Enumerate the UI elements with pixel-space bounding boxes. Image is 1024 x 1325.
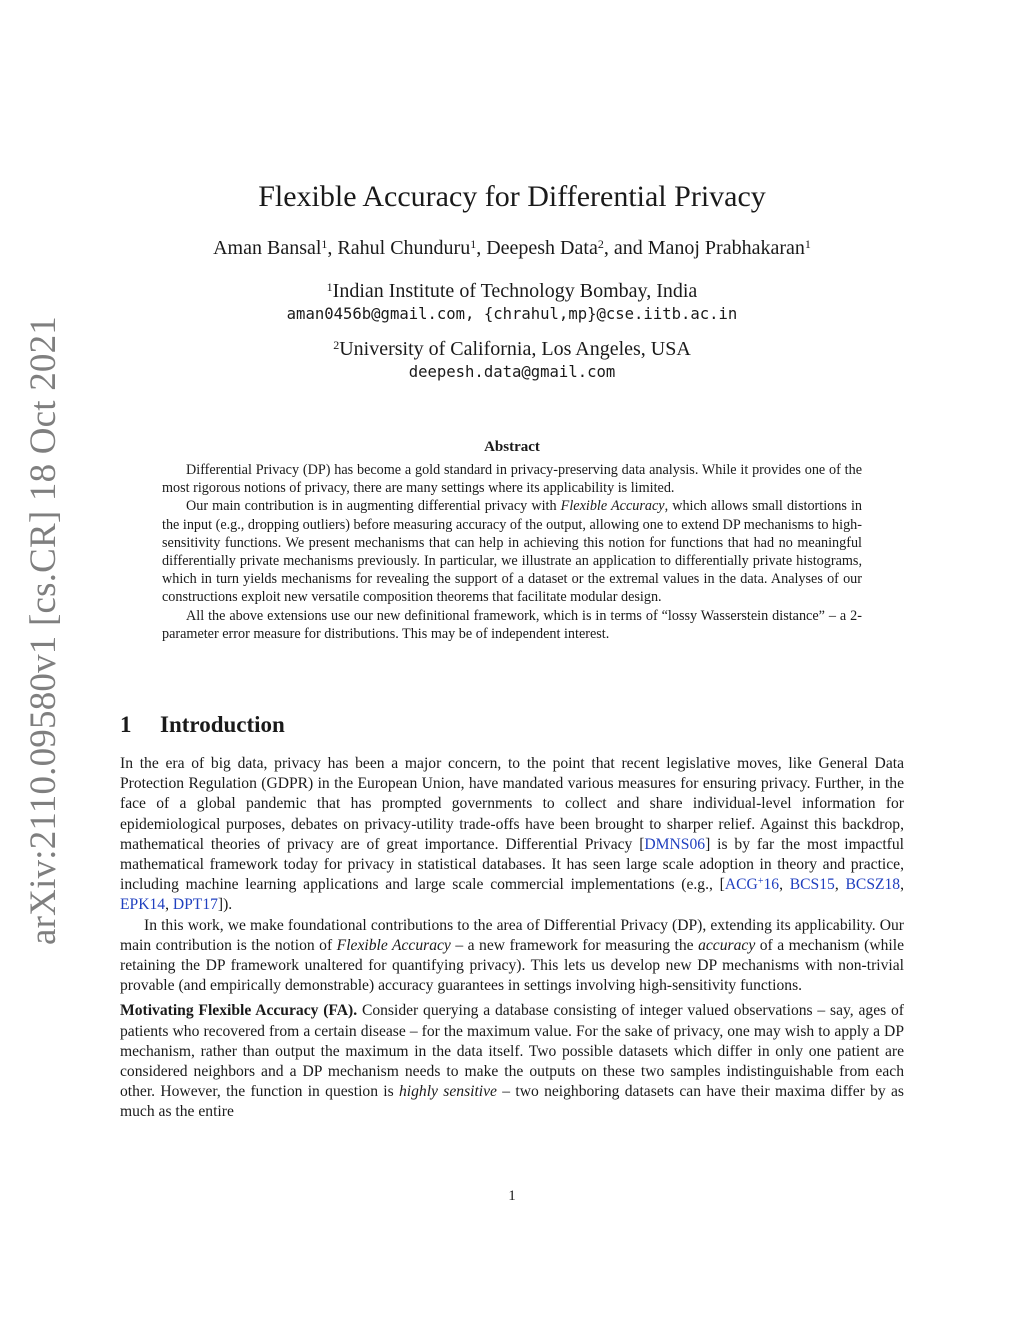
abstract-paragraph (162, 497, 862, 606)
intro-text: of a mechanism (while retaining the DP framework unaltered for quantifying privacy). This lets us develop new DP mechanisms with non-trivial provable (and empirically demonstrable) accuracy guarantees in settings involving high-sensitivity functions. (120, 936, 904, 995)
intro-paragraph (120, 754, 904, 916)
citation-link[interactable]: BCSZ18 (845, 876, 901, 894)
arxiv-stamp: arXiv:2110.09580v1 [cs.CR] 18 Oct 2021 (23, 316, 64, 945)
author-affiliation-mark: 2 (597, 237, 604, 251)
citation-text: 16 (763, 876, 780, 894)
citation-separator: , (900, 876, 905, 894)
affiliation-name: Indian Institute of Technology Bombay, India (332, 280, 698, 302)
affiliation-mark: 2 (333, 338, 340, 352)
author-list (0, 234, 1024, 262)
intro-paragraph (120, 916, 904, 997)
abstract-body (162, 461, 862, 643)
intro-body (120, 754, 904, 1123)
intro-text: – a new framework for measuring the (450, 936, 699, 954)
paper-title: Flexible Accuracy for Differential Privacy (258, 180, 766, 213)
abstract-heading: Abstract (484, 439, 540, 455)
abstract-emphasis: Flexible Accuracy (560, 498, 665, 515)
author-name: Rahul Chunduru (337, 237, 471, 259)
author-separator: , and (603, 237, 648, 259)
page-number: 1 (508, 1188, 516, 1204)
abstract-text: Our main contribution is in augmenting differential privacy with (186, 498, 561, 515)
intro-text: ] is by far the most impactful mathematical framework today for privacy in statistical databases. It has seen large scale adoption in theory and practice, including machine learning applications and large scale commercial implementations (e.g., [ (120, 835, 904, 894)
citation-link[interactable]: EPK14 (120, 896, 166, 914)
intro-emphasis: highly sensitive (399, 1083, 497, 1101)
affiliation-mark: 1 (326, 280, 333, 294)
citation-separator: , (834, 876, 846, 894)
author-affiliation-mark: 1 (470, 237, 477, 251)
paragraph-heading: Motivating Flexible Accuracy (FA). (120, 1002, 358, 1020)
citation-separator: , (165, 896, 173, 914)
citation-link[interactable]: DPT17 (172, 896, 218, 914)
citation-superscript: + (757, 876, 764, 888)
author-name: Deepesh Data (486, 237, 598, 259)
abstract-paragraph: All the above extensions use our new definitional framework, which is in terms of “lossy Wasserstein distance” – a 2-parameter error measure for distributions. This may be of independent interest. (162, 607, 862, 642)
affiliation (0, 278, 1024, 304)
intro-text: In this work, we make foundational contributions to the area of Differential Privacy (DP), extending its applicability. Our main contribution is the notion of (120, 916, 904, 954)
citation-link[interactable]: BCS15 (789, 876, 835, 894)
intro-text: – two neighboring datasets can have their maxima differ by as much as the entire (120, 1083, 905, 1121)
abstract-paragraph: Differential Privacy (DP) has become a gold standard in privacy-preserving data analysis. While it provides one of the most rigorous notions of privacy, there are many settings where its applicability is limited. (162, 462, 862, 497)
intro-text: Consider querying a database consisting of integer valued observations – say, ages of patients who recovered from a certain disease – for the maximum value. For the sake of privacy, one may wish to apply a DP mechanism, rather than output the maximum in the data itself. Two possible datasets which differ in only one patient are considered neighbors and a DP mechanism needs to make the outputs on these two samples indistinguishable from each other. However, the function in question is (120, 1002, 904, 1101)
author-name: Aman Bansal (213, 237, 322, 259)
section-number: 1 (120, 712, 132, 737)
intro-paragraph (120, 1001, 904, 1122)
affiliation-email: deepesh.data@gmail.com (408, 363, 616, 381)
intro-text: ]). (217, 896, 233, 914)
intro-emphasis: Flexible Accuracy (336, 936, 451, 954)
author-name: Manoj Prabhakaran (647, 237, 805, 259)
intro-text: In the era of big data, privacy has been a major concern, to the point that recent legislative moves, like General Data Protection Regulation (GDPR) in the European Union, have mandated various measures for ensuring privacy. Further, in the face of a global pandemic that has prompted governments to collect and share individual-level information for epidemiological purposes, debates on privacy-utility trade-offs have been brought to sharper relief. Against this backdrop, mathematical theories of privacy are of great importance. Differential Privacy [ (120, 755, 904, 853)
citation-link[interactable]: DMNS06 (644, 835, 706, 853)
citation-separator: , (779, 876, 790, 894)
author-affiliation-mark: 1 (804, 237, 811, 251)
affiliation-name: University of California, Los Angeles, USA (339, 338, 691, 360)
author-affiliation-mark: 1 (321, 237, 328, 251)
abstract-text: , which allows small distortions in the input (e.g., dropping outliers) before measuring accuracy of the output, allowing one to extend DP mechanisms to high-sensitivity functions. We present mechanisms that can help in achieving this notion for functions that had no meaningful differentially private mechanisms previously. In particular, we illustrate an application to differentially private histograms, which in turn yields mechanisms for revealing the support of a dataset or the extremal values in the data. Analyses of our constructions exploit new versatile composition theorems that facilitate modular design. (162, 498, 863, 606)
affiliation-email: aman0456b@gmail.com, {chrahul,mp}@cse.iitb.ac.in (286, 305, 738, 323)
author-separator: , (327, 237, 338, 259)
section-title: Introduction (160, 712, 285, 737)
citation-link[interactable] (725, 876, 779, 893)
author-separator: , (476, 237, 487, 259)
intro-emphasis: accuracy (698, 936, 756, 954)
affiliation (0, 336, 1024, 362)
citation-text: ACG (724, 876, 758, 894)
section-heading (120, 710, 910, 740)
